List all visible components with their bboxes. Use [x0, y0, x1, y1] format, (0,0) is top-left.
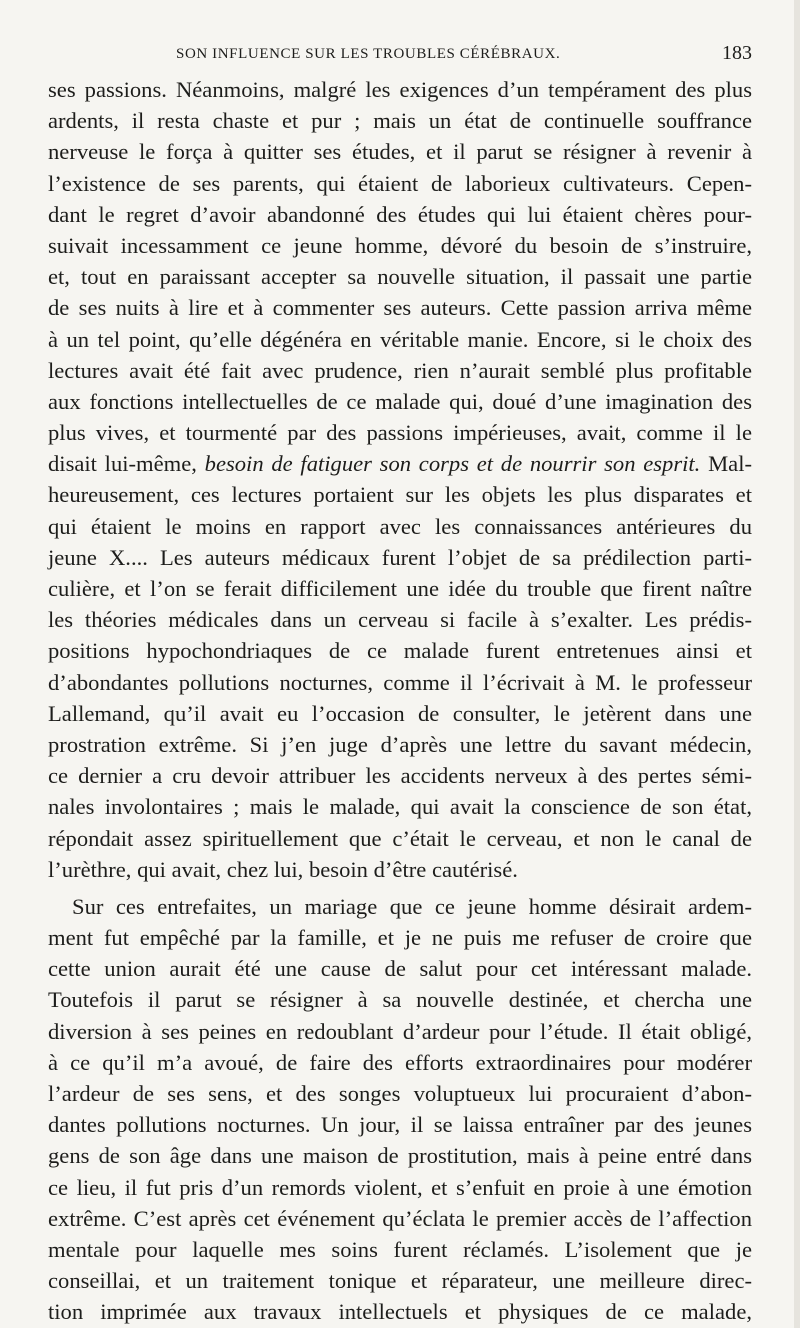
paragraph [48, 891, 752, 1328]
text-run: tion imprimée aux travaux intellectuels et physiques de ce malade, [48, 1299, 752, 1325]
text-line [48, 479, 752, 510]
text-line [48, 74, 752, 105]
text-line [48, 417, 752, 448]
text-line [48, 1109, 752, 1140]
text-run: suivait incessamment ce jeune homme, dévoré du besoin de s’instruire, [48, 232, 752, 258]
text-run: d’abondantes pollutions nocturnes, comme il l’écrivait à M. le professeur [48, 669, 752, 695]
text-run: culière, et l’on se ferait difficilement une idée du trouble que firent naître [48, 576, 752, 601]
text-run: Mal- [700, 451, 752, 477]
text-run: ment fut empêché par la famille, et je ne puis me refuser de croire que [48, 925, 752, 951]
text-run: positions hypochondriaques de ce malade furent entretenues ainsi et [48, 638, 752, 664]
text-line [48, 953, 752, 984]
text-line [48, 791, 752, 822]
text-line [48, 1047, 752, 1078]
text-run: à ce qu’il m’a avoué, de faire des efforts extraordinaires pour modérer [48, 1049, 752, 1075]
text-line [48, 729, 752, 760]
text-run: plus vives, et tourmenté par des passions impérieuses, avait, comme il le [48, 420, 752, 446]
text-line [48, 760, 752, 791]
text-run: Toutefois il parut se résigner à sa nouvelle destinée, et chercha une [48, 987, 752, 1013]
text-run: heureusement, ces lectures portaient sur les objets les plus disparates et [48, 482, 752, 508]
text-run: ce dernier a cru devoir attribuer les accidents nerveux à des pertes sémi- [48, 763, 752, 789]
text-run: dantes pollutions nocturnes. Un jour, il se laissa entraîner par des jeunes [48, 1112, 752, 1138]
text-run: aux fonctions intellectuelles de ce malade qui, doué d’une imagination des [48, 388, 752, 414]
text-run: Sur ces entrefaites, un mariage que ce jeune homme désirait ardem- [72, 893, 752, 919]
text-line [48, 105, 752, 136]
text-run: l’existence de ses parents, qui étaient de laborieux cultivateurs. Cepen- [48, 170, 752, 196]
text-run: nales involontaires ; mais le malade, qui avait la conscience de son état, [48, 794, 752, 820]
text-run: nerveuse le força à quitter ses études, et il parut se résigner à revenir à [48, 139, 752, 165]
text-line [48, 230, 752, 261]
text-run: qui étaient le moins en rapport avec les connaissances antérieures du [48, 513, 752, 539]
text-run: l’urèthre, qui avait, chez lui, besoin d’être cautérisé. [48, 856, 518, 882]
text-line [48, 1265, 752, 1296]
text-line [48, 698, 752, 729]
text-line [48, 136, 752, 167]
text-line [48, 573, 752, 604]
text-run: à un tel point, qu’elle dégénéra en véritable manie. Encore, si le choix des [48, 326, 752, 352]
text-line [48, 324, 752, 355]
text-line [48, 261, 752, 292]
text-line [48, 1296, 752, 1327]
paragraph [48, 74, 752, 885]
text-run: dant le regret d’avoir abandonné des études qui lui étaient chères pour- [48, 201, 752, 227]
text-line [48, 542, 752, 573]
text-run: lectures avait été fait avec prudence, rien n’aurait semblé plus profitable [48, 357, 752, 383]
text-line [48, 667, 752, 698]
running-head [48, 42, 752, 72]
text-line [48, 1078, 752, 1109]
text-line [48, 292, 752, 323]
text-line [48, 448, 752, 479]
text-run: de ses nuits à lire et à commenter ses auteurs. Cette passion arriva même [48, 295, 752, 321]
body-text [48, 74, 752, 1328]
italic-phrase: besoin de fatiguer son corps et de nourrir son esprit. [204, 451, 701, 477]
text-line [48, 355, 752, 386]
text-line [48, 922, 752, 953]
text-line [48, 511, 752, 542]
text-run: mentale pour laquelle mes soins furent réclamés. L’isolement que je [48, 1236, 752, 1262]
text-line [48, 386, 752, 417]
text-run: cette union aurait été une cause de salut pour cet intéressant malade. [48, 956, 752, 982]
text-line [48, 984, 752, 1015]
text-line [48, 1234, 752, 1265]
text-run: prostration extrême. Si j’en juge d’après une lettre du savant médecin, [48, 731, 752, 757]
text-run: disait lui-même, [48, 451, 205, 477]
page-number: 183 [722, 42, 752, 64]
text-run: ses passions. Néanmoins, malgré les exigences d’un tempérament des plus [48, 77, 752, 102]
text-run: jeune X.... Les auteurs médicaux furent l’objet de sa prédilection parti- [48, 544, 752, 570]
text-run: répondait assez spirituellement que c’était le cerveau, et non le canal de [48, 825, 752, 851]
text-run: Lallemand, qu’il avait eu l’occasion de consulter, le jetèrent dans une [48, 700, 752, 726]
text-line [48, 1203, 752, 1234]
text-run: les théories médicales dans un cerveau si facile à s’exalter. Les prédis- [48, 607, 752, 633]
text-line [48, 823, 752, 854]
text-run: diversion à ses peines en redoublant d’ardeur pour l’étude. Il était obligé, [48, 1018, 752, 1044]
text-line [48, 1172, 752, 1203]
text-run: gens de son âge dans une maison de prostitution, mais à peine entré dans [48, 1143, 752, 1169]
text-line [48, 1016, 752, 1047]
text-line [48, 1140, 752, 1171]
text-run: ardents, il resta chaste et pur ; mais un état de continuelle souffrance [48, 108, 752, 134]
page-edge [794, 0, 800, 1328]
text-line [48, 199, 752, 230]
running-title: SON INFLUENCE SUR LES TROUBLES CÉRÉBRAUX. [176, 46, 561, 62]
text-line [48, 604, 752, 635]
text-run: et, tout en paraissant accepter sa nouvelle situation, il passait une partie [48, 264, 752, 290]
text-run: l’ardeur de ses sens, et des songes voluptueux lui procuraient d’abon- [48, 1081, 752, 1106]
text-run: ce lieu, il fut pris d’un remords violent, et s’enfuit en proie à une émotion [48, 1174, 752, 1200]
text-run: extrême. C’est après cet événement qu’éclata le premier accès de l’affection [48, 1205, 752, 1231]
text-line [48, 168, 752, 199]
text-line [48, 854, 752, 885]
text-line [48, 891, 752, 922]
text-line [48, 635, 752, 666]
text-run: conseillai, et un traitement tonique et réparateur, une meilleure direc- [48, 1268, 752, 1294]
